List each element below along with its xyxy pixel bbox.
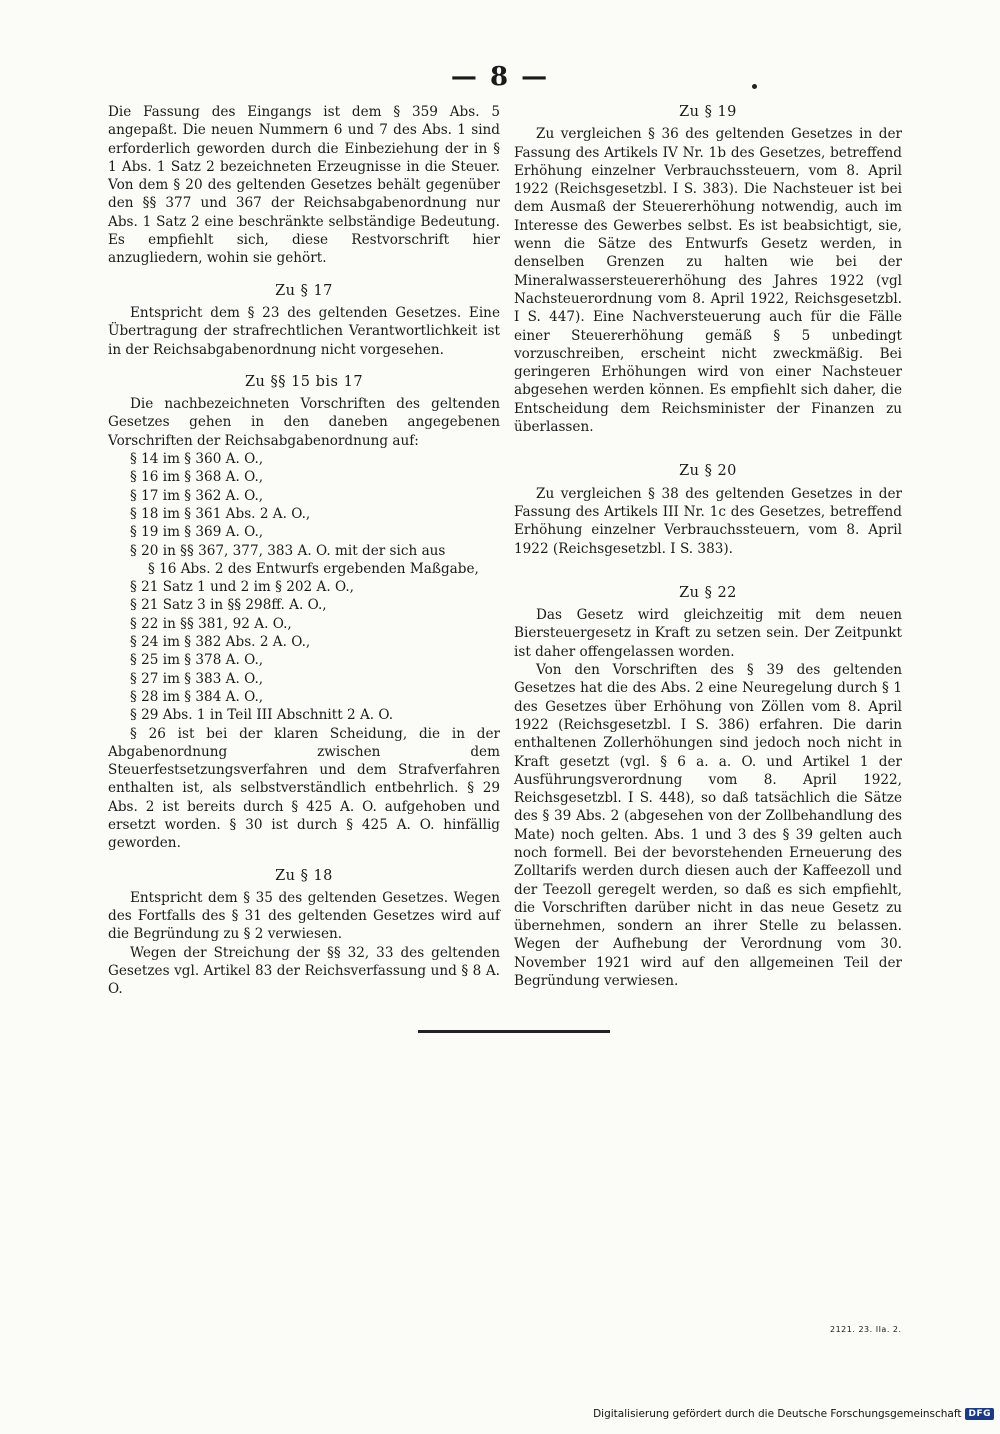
list-item: § 18 im § 361 Abs. 2 A. O.,: [130, 505, 311, 522]
heading-s22: Zu § 22: [679, 584, 737, 601]
footer: [593, 1408, 994, 1420]
intro-paragraph: Die Fassung des Eingangs ist dem § 359 Abs. 5 angepaßt. Die neuen Nummern 6 und 7 des Abs. 1 sind erforderlich geworden durch die Einbeziehung der in § 1 Abs. 1 Satz 2 bezeichneten Erzeugnisse in die Steuer. Von dem § 20 des geltenden Gesetzes behält gegenüber den §§ 377 und 367 der Reichsabgabenordnung nur Abs. 1 Satz 2 eine beschränkte selbständige Bedeutung. Es empfiehlt sich, diese Restvorschrift hier anzugliedern, wohin sie gehört.: [108, 104, 500, 267]
list-item: § 28 im § 384 A. O.,: [130, 688, 264, 705]
heading-s18: Zu § 18: [275, 867, 333, 884]
list-item: § 21 Satz 3 in §§ 298ff. A. O.,: [130, 597, 327, 614]
print-code: 2121. 23. IIa. 2.: [830, 1325, 902, 1334]
heading-s19: Zu § 19: [679, 104, 737, 120]
list-item: § 25 im § 378 A. O.,: [130, 652, 264, 669]
list-item: § 16 im § 368 A. O.,: [130, 469, 264, 486]
list-item: § 22 in §§ 381, 92 A. O.,: [130, 615, 292, 632]
list-item: § 19 im § 369 A. O.,: [130, 524, 264, 541]
page-number: — 8 —: [450, 62, 550, 92]
ink-dot: [752, 84, 757, 89]
dfg-logo-icon: DFG: [965, 1408, 994, 1420]
s26-paragraph: § 26 ist bei der klaren Scheidung, die in der Abgabenordnung zwischen dem Steuerfestsetzungsverfahren und dem Strafverfahren enthalten ist, als selbstverständlich entbehrlich. § 29 Abs. 2 ist bereits durch § 425 A. O. aufgehoben und ersetzt worden. § 30 ist durch § 425 A. O. hinfällig geworden.: [108, 725, 500, 852]
s20-paragraph: Zu vergleichen § 38 des geltenden Gesetzes in der Fassung des Artikels III Nr. 1c des Gesetzes, betreffend Erhöhung einzelner Verbrauchssteuern, vom 8. April 1922 (Reichsgesetzbl. I S. 383).: [514, 485, 902, 557]
list-item: § 17 im § 362 A. O.,: [130, 487, 264, 504]
right-column: [514, 103, 902, 990]
left-column: [108, 103, 500, 999]
list-item: § 14 im § 360 A. O.,: [130, 451, 264, 468]
section-divider: [418, 1030, 610, 1033]
heading-s17: Zu § 17: [275, 282, 333, 299]
footer-text: Digitalisierung gefördert durch die Deutsche Forschungsgemeinschaft: [593, 1408, 962, 1420]
s17-paragraph: Entspricht dem § 23 des geltenden Gesetzes. Eine Übertragung der strafrechtlichen Verantwortlichkeit ist in der Reichsabgabenordnung nicht vorgesehen.: [108, 304, 500, 358]
s15-17-intro: Die nachbezeichneten Vorschriften des geltenden Gesetzes gehen in den daneben angegebenen Vorschriften der Reichsabgabenordnung auf:: [108, 396, 500, 449]
list-item: § 27 im § 383 A. O.,: [130, 670, 264, 687]
list-item: § 21 Satz 1 und 2 im § 202 A. O.,: [130, 579, 354, 596]
s22-paragraph-2: Von den Vorschriften des § 39 des geltenden Gesetzes hat die des Abs. 2 eine Neuregelung durch § 1 des Gesetzes über Erhöhung von Zöllen vom 8. April 1922 (Reichsgesetzbl. I S. 386) erfahren. Die darin enthaltenen Zollerhöhungen sind jedoch noch nicht in Kraft gesetzt (vgl. § 6 a. a. O. und Artikel 1 der Ausführungsverordnung vom 8. April 1922, Reichsgesetzbl. I S. 448), so daß tatsächlich die Sätze des § 39 Abs. 2 (abgesehen von der Zollbehandlung des Mate) noch gelten. Abs. 1 und 3 des § 39 gelten auch noch formell. Bei der bevorstehenden Erneuerung des Zolltarifs werden durch diesen auch der Kaffeezoll und der Teezoll geregelt werden, so daß es sich empfiehlt, die Vorschriften darüber nicht in das neue Gesetz zu übernehmen, sondern an ihrer Stelle zu belassen. Wegen der Aufhebung der Verordnung vom 30. November 1921 wird auf den allgemeinen Teil der Begründung verwiesen.: [514, 662, 902, 990]
s19-paragraph: Zu vergleichen § 36 des geltenden Gesetzes in der Fassung des Artikels IV Nr. 1b des Gesetzes, betreffend Erhöhung einzelner Verbrauchssteuern, vom 8. April 1922 (Reichsgesetzbl. I S. 383). Die Nachsteuer ist bei dem Ausmaß der Steuererhöhung notwendig, auch im Interesse des Gewerbes selbst. Es ist beabsichtigt, sie, wenn die Sätze des Entwurfs Gesetz werden, in denselben Grenzen zu halten wie bei der Mineralwassersteuererhöhung des Jahres 1922 (vgl Nachsteuerordnung vom 8. April 1922, Reichsgesetzbl. I S. 447). Eine Nachversteuerung auch für die Fälle einer Steuererhöhung gemäß § 5 unbedingt vorzuschreiben, erscheint nicht zweckmäßig. Bei geringeren Erhöhungen wird von einer Nachsteuer abgesehen werden können. Es empfiehlt sich daher, die Entscheidung dem Reichsminister der Finanzen zu überlassen.: [514, 126, 902, 436]
heading-s15-17: Zu §§ 15 bis 17: [244, 373, 364, 390]
list-item: § 24 im § 382 Abs. 2 A. O.,: [130, 634, 311, 651]
list-item: § 20 in §§ 367, 377, 383 A. O. mit der sich aus: [130, 542, 446, 559]
s22-paragraph-1: Das Gesetz wird gleichzeitig mit dem neuen Biersteuergesetz in Kraft zu setzen sein. Der Zeitpunkt ist daher offengelassen worden.: [514, 607, 902, 660]
s18-paragraph-2: Wegen der Streichung der §§ 32, 33 des geltenden Gesetzes vgl. Artikel 83 der Reichsverfassung und § 8 A. O.: [108, 944, 500, 998]
reference-list: [108, 450, 500, 724]
s18-paragraph-1: Entspricht dem § 35 des geltenden Gesetzes. Wegen des Fortfalls des § 31 des geltenden Gesetzes wird auf die Begründung zu § 2 verwiesen.: [108, 889, 500, 943]
list-item: § 16 Abs. 2 des Entwurfs ergebenden Maßgabe,: [148, 560, 479, 577]
heading-s20: Zu § 20: [679, 463, 737, 480]
list-item: § 29 Abs. 1 in Teil III Abschnitt 2 A. O.: [130, 707, 394, 724]
